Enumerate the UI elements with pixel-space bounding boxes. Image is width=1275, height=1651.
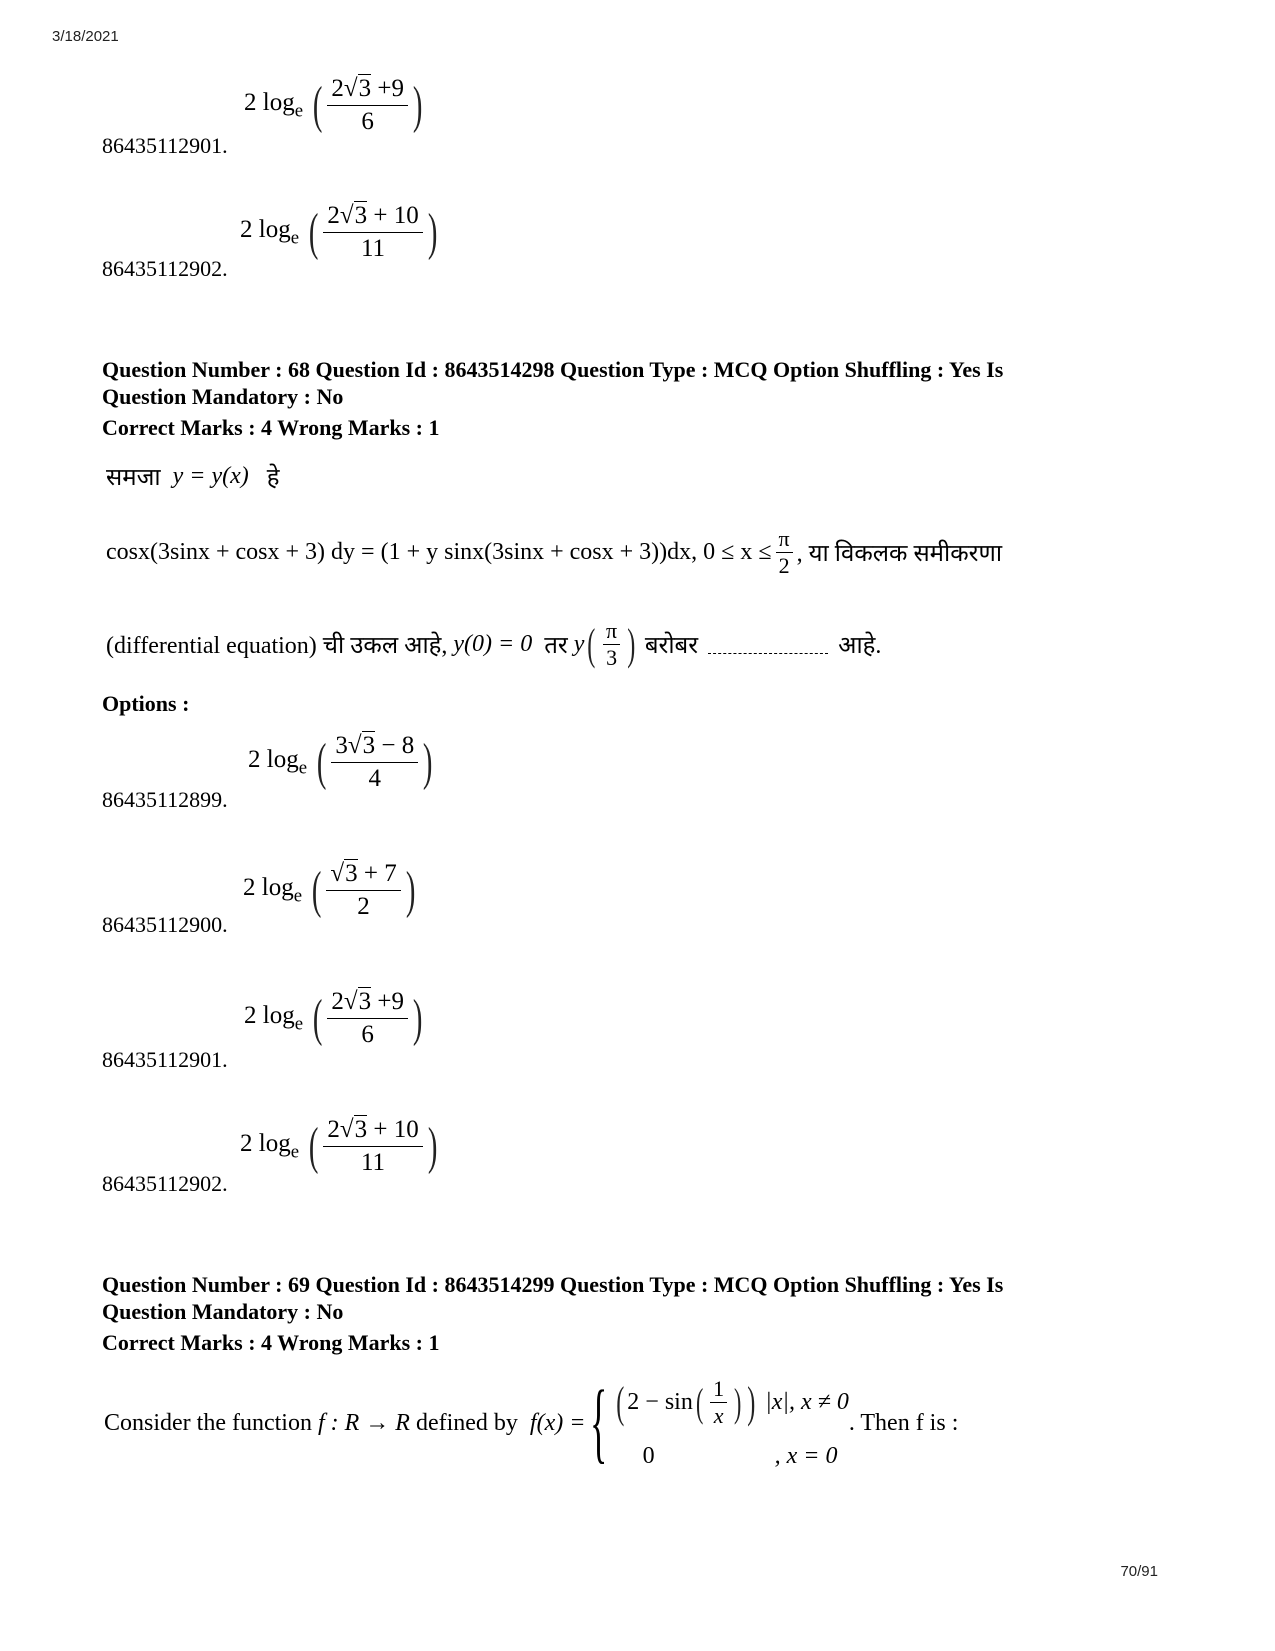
- option-formula: 2 $\log_e$ ( $\frac{√3 + 7}{2}$ ): [243, 860, 416, 920]
- print-date: 3/18/2021: [52, 28, 119, 45]
- page-number: 70/91: [1120, 1563, 1158, 1580]
- options-label: Options :: [102, 691, 190, 716]
- option-formula: 2 $\log_e$ ( $\frac{2√3 + 10}{11}$ ): [240, 202, 438, 262]
- question-stem-line: (differential equation) ची उकल आहे, y(0) = 0 तर y ( π 3 ) बरोबर आहे.: [106, 618, 882, 670]
- piecewise-cases: ( 2 − sin ( 1 x ) ) |x|, x ≠ 0 0 , x = 0: [615, 1376, 849, 1469]
- option-formula: 2 $\log_e$ ( $\frac{2√3 +9}{6}$ ): [244, 988, 423, 1048]
- option-formula: 2 $\log_e$ ( $\frac{2√3 +9}{6}$ ): [244, 75, 423, 135]
- option-formula: 2 $\log_e$ ( $\frac{3√3 - 8}{4}$ ): [248, 732, 433, 792]
- question-marks: Correct Marks : 4 Wrong Marks : 1: [102, 415, 440, 440]
- option-formula: 2 $\log_e$ ( $\frac{2√3 + 10}{11}$ ): [240, 1116, 438, 1176]
- option-id: 86435112901.: [102, 1047, 228, 1072]
- option-id: 86435112902.: [102, 256, 228, 281]
- question-header: Question Number : 69 Question Id : 8643514299 Question Type : MCQ Option Shuffling : Yes Is Question Mandatory : No: [102, 1272, 1004, 1324]
- question-stem-line: समजा y = y(x) हे: [106, 463, 280, 491]
- question-marks: Correct Marks : 4 Wrong Marks : 1: [102, 1330, 440, 1355]
- question-header: Question Number : 68 Question Id : 8643514298 Question Type : MCQ Option Shuffling : Yes Is Question Mandatory : No: [102, 357, 1004, 409]
- option-id: 86435112901.: [102, 133, 228, 158]
- question-stem-line: cosx(3sinx + cosx + 3) dy = (1 + y sinx(3sinx + cosx + 3))dx, 0 ≤ x ≤ $\frac{\pi}{2}$ , या विकलक समीकरणा: [106, 526, 1003, 578]
- answer-blank: [708, 635, 828, 654]
- question-stem-line: Consider the function f : R → R defined by f(x) = { ( 2 − sin ( 1 x ) ) |x|, x ≠ 0 0 , x = 0 . Then f is :: [104, 1373, 959, 1472]
- option-id: 86435112900.: [102, 912, 228, 937]
- option-id: 86435112902.: [102, 1171, 228, 1196]
- option-id: 86435112899.: [102, 787, 228, 812]
